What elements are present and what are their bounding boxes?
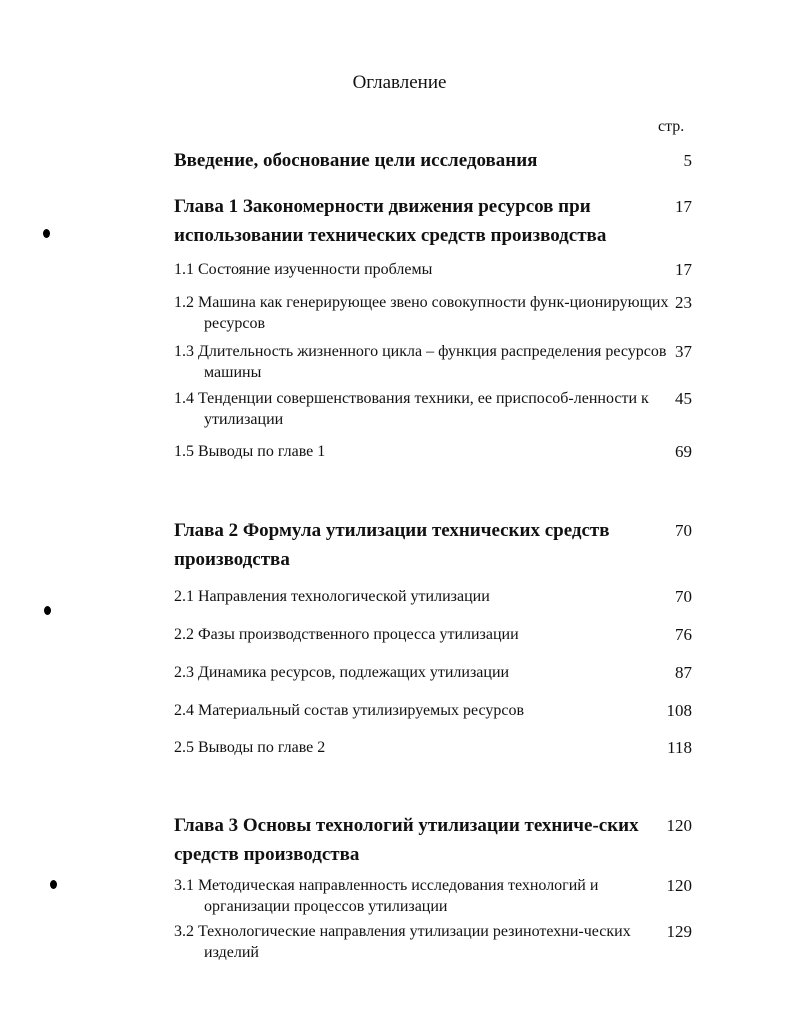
- toc-entry-page: 118: [667, 738, 692, 757]
- toc-entry-text: 1.4 Тенденции совершенствования техники, ее приспособ-ленности к утилизации: [174, 390, 649, 428]
- toc-entry-text: 1.3 Длительность жизненного цикла – функция распределения ресурсов машины: [174, 343, 667, 381]
- scan-mark: [44, 606, 51, 615]
- page-title: Оглавление: [352, 72, 447, 93]
- toc-entry-text: 2.3 Динамика ресурсов, подлежащих утилизации: [174, 664, 510, 681]
- toc-entry-text: Введение, обоснование цели исследования: [174, 150, 538, 171]
- toc-entry-text: 2.1 Направления технологической утилизации: [174, 588, 490, 605]
- toc-entry-text: 1.1 Состояние изученности проблемы: [174, 261, 433, 278]
- toc-entry-text: 2.4 Материальный состав утилизируемых ресурсов: [174, 702, 524, 719]
- chapter-heading: Глава 3 Основы технологий утилизации техниче-ских средств производства: [174, 815, 639, 865]
- toc-entry-text: 3.2 Технологические направления утилизации резинотехни-ческих изделий: [174, 923, 631, 961]
- toc-entry-page: 120: [666, 876, 692, 895]
- scan-mark: [43, 229, 50, 238]
- chapter-page: 70: [675, 521, 692, 540]
- toc-entry-page: 45: [675, 389, 692, 408]
- toc-entry-page: 69: [675, 442, 692, 461]
- chapter-heading: Глава 1 Закономерности движения ресурсов при использовании технических средств производства: [174, 196, 607, 246]
- toc-entry-text: 1.5 Выводы по главе 1: [174, 443, 326, 460]
- toc-entry-page: 5: [683, 151, 692, 170]
- toc-entry-page: 87: [675, 663, 692, 682]
- toc-entry-page: 76: [675, 625, 692, 644]
- page-column-label: стр.: [658, 118, 685, 135]
- toc-entry-page: 70: [675, 587, 692, 606]
- toc-entry-text: 1.2 Машина как генерирующее звено совокупности функ-ционирующих ресурсов: [174, 294, 669, 332]
- toc-entry-page: 23: [675, 293, 692, 312]
- toc-entry-text: 2.2 Фазы производственного процесса утилизации: [174, 626, 519, 643]
- toc-entry-text: 3.1 Методическая направленность исследования технологий и организации процессов утилизации: [174, 877, 599, 915]
- chapter-page: 120: [666, 816, 692, 835]
- chapter-heading: Глава 2 Формула утилизации технических средств производства: [174, 520, 610, 570]
- chapter-page: 17: [675, 197, 692, 216]
- scan-mark: [50, 880, 57, 889]
- toc-entry-page: 37: [675, 342, 692, 361]
- toc-entry-page: 108: [666, 701, 692, 720]
- toc-entry-page: 17: [675, 260, 692, 279]
- toc-entry-page: 129: [666, 922, 692, 941]
- toc-entry-text: 2.5 Выводы по главе 2: [174, 739, 326, 756]
